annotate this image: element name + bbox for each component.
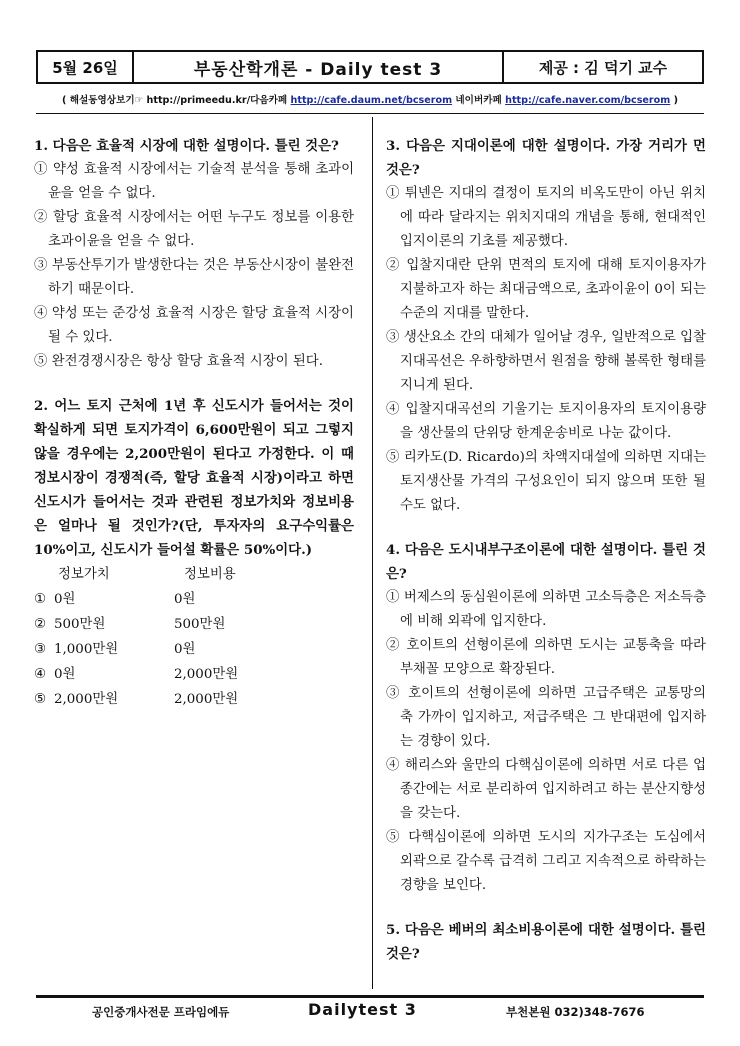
top-divider	[36, 113, 704, 114]
question-4	[386, 538, 706, 898]
column-separator	[372, 117, 373, 989]
question-1	[34, 134, 354, 374]
answer-option: ⑤ 다핵심이론에 의하면 도시의 지가구조는 도심에서 외곽으로 갈수록 급격히 그리고 지속적으로 하락하는 경향을 보인다.	[386, 830, 706, 893]
info-cost: 2,000만원	[174, 692, 239, 707]
info-value: 500만원	[54, 617, 106, 632]
option-number: ②	[34, 617, 47, 632]
answer-option: ① 약성 효율적 시장에서는 기술적 분석을 통해 초과이윤을 얻을 수 없다.	[34, 162, 354, 201]
answer-table-row	[34, 662, 354, 687]
answer-table-row	[34, 587, 354, 612]
col-header-value: 정보가치	[58, 567, 110, 582]
header-box	[36, 50, 704, 84]
option-number: ③	[34, 642, 47, 657]
question-stem: 2. 어느 토지 근처에 1년 후 신도시가 들어서는 것이 확실하게 되면 토지가격이 6,600만원이 되고 그렇지 않을 경우에는 2,200만원이 된다고 가정한다. 이 때 정보시장이 경쟁적(즉, 할당 효율적 시장)이라고 하면 신도시가 들어서는 것과 관련된 정보가치와 정보비용은 얼마나 될 것인가?(단, 투자자의 요구수익률은 10%이고, 신도시가 들어설 확률은 50%이다.)	[34, 398, 354, 558]
daum-cafe-link[interactable]: http://cafe.daum.net/bcserom	[290, 95, 453, 106]
links-prefix: ( 해설동영상보기☞ http://primeedu.kr/다음카페	[62, 95, 291, 106]
question-stem: 3. 다음은 지대이론에 대한 설명이다. 가장 거리가 먼 것은?	[386, 138, 706, 178]
info-cost: 0원	[174, 592, 196, 607]
right-column	[386, 134, 706, 986]
answer-table-row	[34, 612, 354, 637]
answer-option: ④ 입찰지대곡선의 기울기는 토지이용자의 토지이용량을 생산물의 단위당 한계운송비로 나눈 값이다.	[386, 402, 706, 441]
left-column	[34, 134, 354, 732]
option-number: ⑤	[34, 692, 47, 707]
footer-contact: 부천본원 032)348-7676	[506, 1005, 645, 1019]
naver-cafe-link[interactable]: http://cafe.naver.com/bcserom	[505, 95, 671, 106]
question-stem: 1. 다음은 효율적 시장에 대한 설명이다. 틀린 것은?	[34, 138, 339, 154]
info-value: 2,000만원	[54, 692, 119, 707]
option-number: ④	[34, 667, 47, 682]
footer-test-name: Dailytest 3	[308, 1000, 417, 1019]
answer-table-row	[34, 637, 354, 662]
option-number: ①	[34, 592, 47, 607]
info-value: 0원	[54, 667, 76, 682]
answer-option: ③ 생산요소 간의 대체가 일어날 경우, 일반적으로 입찰지대곡선은 우하향하면서 원점을 향해 볼록한 형태를 지니게 된다.	[386, 330, 706, 393]
page-title: 부동산학개론 - Daily test 3	[193, 59, 443, 80]
answer-option: ③ 호이트의 선형이론에 의하면 고급주택은 교통망의 축 가까이 입지하고, 저급주택은 그 반대편에 입지하는 경향이 있다.	[386, 686, 706, 749]
links-suffix: )	[670, 95, 678, 106]
video-links	[40, 92, 700, 106]
question-stem: 4. 다음은 도시내부구조이론에 대한 설명이다. 틀린 것은?	[386, 542, 706, 582]
answer-option: ⑤ 리카도(D. Ricardo)의 차액지대설에 의하면 지대는 토지생산물 가격의 구성요인이 되지 않으며 또한 될 수도 없다.	[386, 450, 706, 513]
bottom-divider	[36, 995, 704, 998]
answer-option: ① 버제스의 동심원이론에 의하면 고소득층은 저소득층에 비해 외곽에 입지한다.	[386, 590, 706, 629]
answer-option: ⑤ 완전경쟁시장은 항상 할당 효율적 시장이 된다.	[34, 354, 323, 369]
answer-option: ② 호이트의 선형이론에 의하면 도시는 교통축을 따라 부채꼴 모양으로 확장된다.	[386, 638, 706, 677]
answer-option: ④ 해리스와 울만의 다핵심이론에 의하면 서로 다른 업종간에는 서로 분리하여 입지하려고 하는 분산지향성을 갖는다.	[386, 758, 706, 821]
question-3	[386, 134, 706, 518]
professor-credit: 제공 : 김 덕기 교수	[502, 52, 702, 82]
question-stem: 5. 다음은 베버의 최소비용이론에 대한 설명이다. 틀린 것은?	[386, 922, 706, 962]
answer-option: ① 튀넨은 지대의 결정이 토지의 비옥도만이 아닌 위치에 따라 달라지는 위치지대의 개념을 통해, 현대적인 입지이론의 기초를 제공했다.	[386, 186, 706, 249]
col-header-cost: 정보비용	[184, 567, 236, 582]
naver-cafe-label: 네이버카페	[452, 95, 506, 106]
info-cost: 2,000만원	[174, 667, 239, 682]
answer-option: ② 입찰지대란 단위 면적의 토지에 대해 토지이용자가 지불하고자 하는 최대금액으로, 초과이윤이 0이 되는 수준의 지대를 말한다.	[386, 258, 706, 321]
test-date: 5월 26일	[38, 52, 134, 82]
answer-table-row	[34, 687, 354, 712]
answer-option: ② 할당 효율적 시장에서는 어떤 누구도 정보를 이용한 초과이윤을 얻을 수 없다.	[34, 210, 354, 249]
info-cost: 500만원	[174, 617, 226, 632]
info-value: 0원	[54, 592, 76, 607]
info-value: 1,000만원	[54, 642, 119, 657]
answer-option: ③ 부동산투기가 발생한다는 것은 부동산시장이 불완전하기 때문이다.	[34, 258, 354, 297]
footer	[36, 1000, 704, 1022]
question-2	[34, 394, 354, 712]
info-cost: 0원	[174, 642, 196, 657]
answer-table-header	[34, 562, 354, 587]
footer-academy: 공인중개사전문 프라임에듀	[92, 1005, 230, 1019]
answer-option: ④ 약성 또는 준강성 효율적 시장은 할당 효율적 시장이 될 수 있다.	[34, 306, 354, 345]
question-5	[386, 918, 706, 966]
